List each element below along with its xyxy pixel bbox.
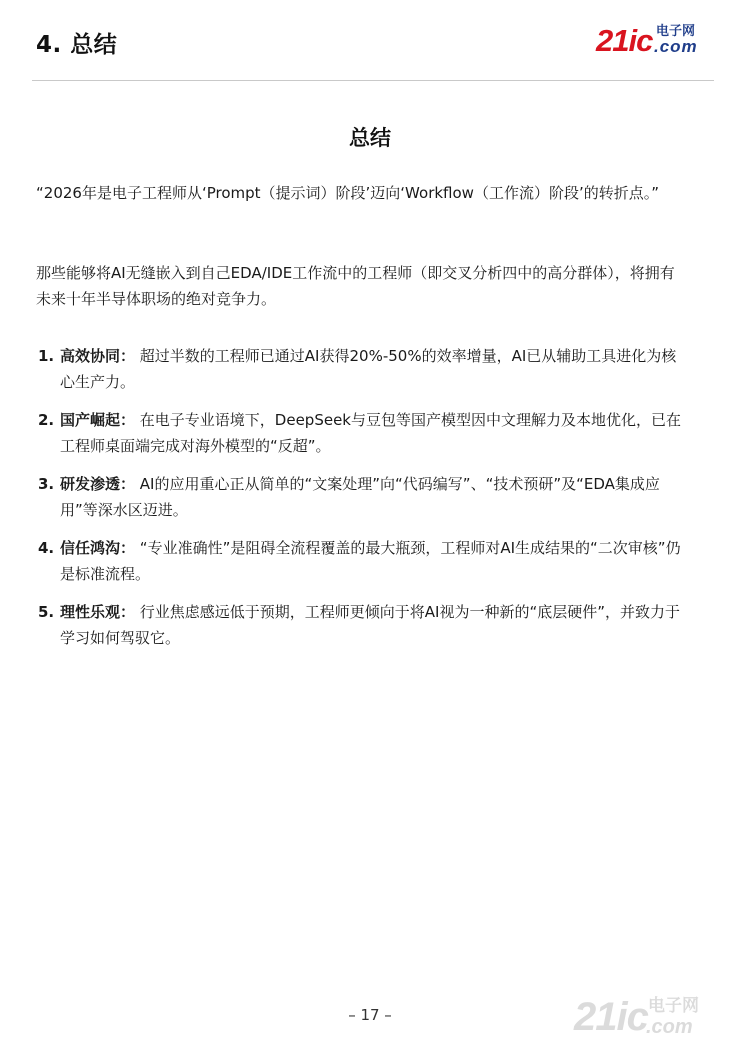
page-title: 总结	[349, 126, 391, 150]
list-item	[36, 343, 686, 395]
watermark-domain: .com	[646, 1016, 693, 1038]
point-text: 行业焦虑感远低于预期，工程师更倾向于将AI视为一种新的“底层硬件”，并致力于学习如何驾驭它。	[60, 603, 681, 647]
page-header	[0, 0, 740, 82]
point-text: 超过半数的工程师已通过AI获得20%-50%的效率增量，AI已从辅助工具进化为核心生产力。	[60, 347, 677, 391]
list-item	[36, 535, 686, 587]
point-number: 3.	[38, 475, 55, 493]
header-divider	[32, 80, 714, 81]
logo-number: 21ic	[596, 23, 653, 58]
watermark-number: 21ic	[574, 995, 648, 1039]
point-number: 1.	[38, 347, 55, 365]
point-label: 信任鸿沟：	[60, 539, 136, 557]
point-text: 在电子专业语境下，DeepSeek与豆包等国产模型因中文理解力及本地优化，已在工程师桌面端完成对海外模型的“反超”。	[60, 411, 681, 455]
point-number: 5.	[38, 603, 55, 621]
section-title: 4. 总结	[36, 32, 118, 58]
list-item	[36, 599, 686, 651]
point-text: AI的应用重心正从简单的“文案处理”向“代码编写”、“技术预研”及“EDA集成应用”等深水区迈进。	[60, 475, 660, 519]
logo-domain: .com	[654, 37, 698, 56]
quote-paragraph: “2026年是电子工程师从‘Prompt（提示词）阶段’迈向‘Workflow（工作流）阶段’的转折点。”	[36, 184, 659, 202]
point-label: 国产崛起：	[60, 411, 136, 429]
point-label: 高效协同：	[60, 347, 136, 365]
summary-paragraph: 那些能够将AI无缝嵌入到自己EDA/IDE工作流中的工程师（即交叉分析四中的高分群体），将拥有未来十年半导体职场的绝对竞争力。	[36, 264, 675, 308]
key-points-list	[36, 343, 686, 663]
point-label: 研发渗透：	[60, 475, 136, 493]
point-number: 2.	[38, 411, 55, 429]
watermark-logo	[574, 994, 724, 1042]
list-item	[36, 471, 686, 523]
watermark-chinese: 电子网	[648, 996, 699, 1016]
point-number: 4.	[38, 539, 55, 557]
page-number: – 17 –	[348, 1006, 392, 1024]
point-text: “专业准确性”是阻碍全流程覆盖的最大瓶颈，工程师对AI生成结果的“二次审核”仍是标准流程。	[60, 539, 681, 583]
logo-chinese: 电子网	[656, 24, 696, 39]
list-item	[36, 407, 686, 459]
point-label: 理性乐观：	[60, 603, 136, 621]
site-logo[interactable]	[596, 24, 714, 58]
